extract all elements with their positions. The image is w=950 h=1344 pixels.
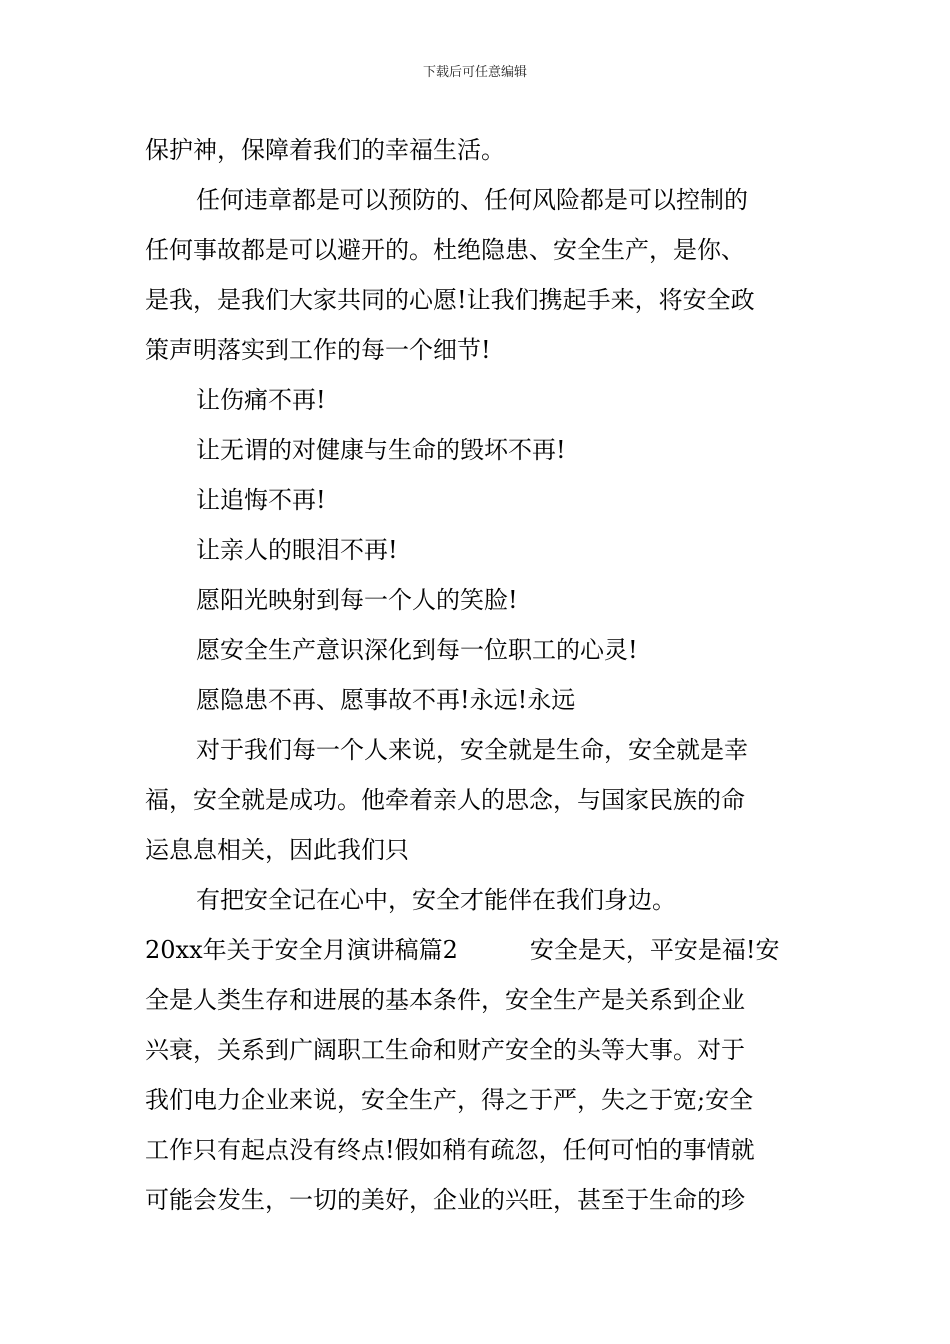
section-title-line bbox=[145, 925, 810, 975]
paragraph-line: 对于我们每一个人来说，安全就是生命，安全就是幸 bbox=[196, 736, 748, 764]
section-title: 20xx年关于安全月演讲稿篇2 bbox=[145, 936, 458, 964]
paragraph-line: 保护神，保障着我们的幸福生活。 bbox=[145, 136, 505, 164]
paragraph-line: 任何违章都是可以预防的、任何风险都是可以控制的 bbox=[196, 186, 748, 214]
paragraph-line: 我们电力企业来说，安全生产，得之于严，失之于宽;安全 bbox=[145, 1086, 754, 1114]
page-header: 下载后可任意编辑 bbox=[422, 65, 527, 80]
paragraph-line: 让无谓的对健康与生命的毁坏不再! bbox=[196, 436, 566, 464]
paragraph-line: 可能会发生，一切的美好，企业的兴旺，甚至于生命的珍 bbox=[145, 1186, 745, 1214]
paragraph-line: 福，安全就是成功。他牵着亲人的思念，与国家民族的命 bbox=[145, 786, 745, 814]
paragraph-line: 策声明落实到工作的每一个细节! bbox=[145, 336, 491, 364]
paragraph-line: 任何事故都是可以避开的。杜绝隐患、安全生产，是你、 bbox=[145, 236, 745, 264]
paragraph-line: 愿阳光映射到每一个人的笑脸! bbox=[196, 586, 518, 614]
paragraph-line: 是我，是我们大家共同的心愿!让我们携起手来，将安全政 bbox=[145, 286, 755, 314]
paragraph-line: 让追悔不再! bbox=[196, 486, 326, 514]
paragraph-line: 让亲人的眼泪不再! bbox=[196, 536, 398, 564]
paragraph-line: 愿安全生产意识深化到每一位职工的心灵! bbox=[196, 636, 638, 664]
paragraph-line: 兴衰，关系到广阔职工生命和财产安全的头等大事。对于 bbox=[145, 1036, 745, 1064]
paragraph-line: 全是人类生存和进展的基本条件，安全生产是关系到企业 bbox=[145, 986, 745, 1014]
paragraph-line: 让伤痛不再! bbox=[196, 386, 326, 414]
paragraph-line: 运息息相关，因此我们只 bbox=[145, 836, 409, 864]
document-body bbox=[145, 125, 810, 1225]
paragraph-line: 有把安全记在心中，安全才能伴在我们身边。 bbox=[196, 886, 676, 914]
paragraph-line: 愿隐患不再、愿事故不再!永远!永远 bbox=[196, 686, 576, 714]
paragraph-line: 工作只有起点没有终点!假如稍有疏忽，任何可怕的事情就 bbox=[145, 1136, 755, 1164]
section-lead-text: 安全是天，平安是福!安 bbox=[529, 936, 780, 964]
